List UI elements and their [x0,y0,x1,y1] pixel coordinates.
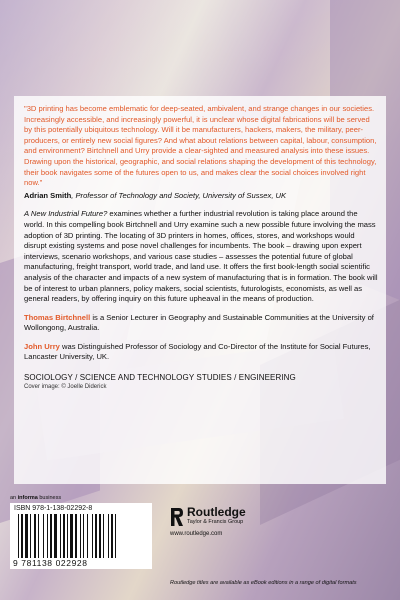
barcode-number: 9 781138 022928 [13,558,88,568]
barcode-stripe [43,514,44,558]
subject-category: SOCIOLOGY / SCIENCE AND TECHNOLOGY STUDIES / ENGINEERING [24,373,296,383]
description-body: examines whether a further industrial revolution is taking place around the world. In this compelling book Birtchnell and Urry examine such a new possible future involving the mass adoption of 3D printing. The locating of 3D printers in homes, offices, stores, and workshops would disrupt existing systems and pose novel challenges for incumbents. The book – drawing upon expert interviews, scenario workshops, and various case studies – assesses the potential future of global manufacturing, freight transport, world trade, and land use. It offers the first book-length social scientific analysis of the character and impacts of a new system of manufacturing that is in formation. The book will be of interest to urban planners, policy makers, social scientists, futurologists, economists, as well as general readers, by offering inquiry on this future upheaval in the means of production. [24,209,378,304]
endorsement-quote: "3D printing has become emblematic for deep-seated, ambivalent, and strange changes in our societies. Increasingly accessible, and increasingly powerful, it is unclear whose digital fabrications will be served by this potentially ubiquitous technology. Will it be manufacturers, hackers, makers, the military, peer-producers, or entirely new social figures? And what about relations between capital, labour, consumption, and environment? Birtchnell and Urry provide a clear-sighted and measured analysis into these issues. Drawing upon the historical, geographic, and social relations shaping the development of this technology, their book navigates some of the futures open to us, and makes clear the social choices involved right now." [24,104,377,188]
book-description [24,209,378,304]
barcode-stripe [60,514,61,558]
barcode-stripe [75,514,77,558]
author-bio [24,313,378,334]
barcode-stripe [25,514,28,558]
barcode-stripe [47,514,48,558]
barcode-stripe [21,514,23,558]
routledge-logo-icon [170,507,184,527]
barcode-stripe [54,514,57,558]
barcode-stripe [99,514,101,558]
barcode-stripe [67,514,68,558]
barcode-stripe [115,514,116,558]
barcode-stripe [87,514,88,558]
barcode-stripe [30,514,31,558]
author-bio-text: was Distinguished Professor of Sociology and Co-Director of the Institute for Social Futures, Lancaster University, UK. [24,341,371,362]
barcode-icon [18,514,146,558]
publisher-url[interactable]: www.routledge.com [170,531,223,537]
barcode-stripe [38,514,39,558]
barcode-stripe [18,514,19,558]
barcode-stripe [70,514,73,558]
publisher-name: Routledge [187,505,246,519]
barcode-stripe [83,514,84,558]
barcode-stripe [103,514,104,558]
endorser-name: Adrian Smith [24,190,72,200]
cover-text [24,96,378,390]
isbn-label: ISBN 978-1-138-02292-8 [14,505,93,512]
endorsement-attribution [24,191,378,202]
author-name: Thomas Birtchnell [24,312,91,322]
author-bio-text: is a Senior Lecturer in Geography and Sustainable Communities at the University of Wollongong, Australia. [24,312,374,333]
cover-image-credit: Cover image: © Joelle Diderick [24,384,107,391]
endorser-affiliation: , Professor of Technology and Society, University of Sussex, UK [71,190,287,200]
book-title: A New Industrial Future? [24,209,108,219]
publisher-group: Taylor & Francis Group [187,519,244,525]
barcode-stripe [50,514,52,558]
barcode-stripe [80,514,81,558]
barcode-stripe [108,514,109,558]
barcode-stripe [95,514,97,558]
author-bio [24,342,378,363]
informa-business-label: an informa business [10,495,62,501]
ebook-note: Routledge titles are available as eBook editions in a range of digital formats [170,580,357,586]
barcode-stripe [34,514,36,558]
author-name: John Urry [24,341,60,351]
barcode-stripe [111,514,113,558]
barcode-stripe [92,514,93,558]
barcode-stripe [63,514,65,558]
barcode-box [10,503,152,569]
